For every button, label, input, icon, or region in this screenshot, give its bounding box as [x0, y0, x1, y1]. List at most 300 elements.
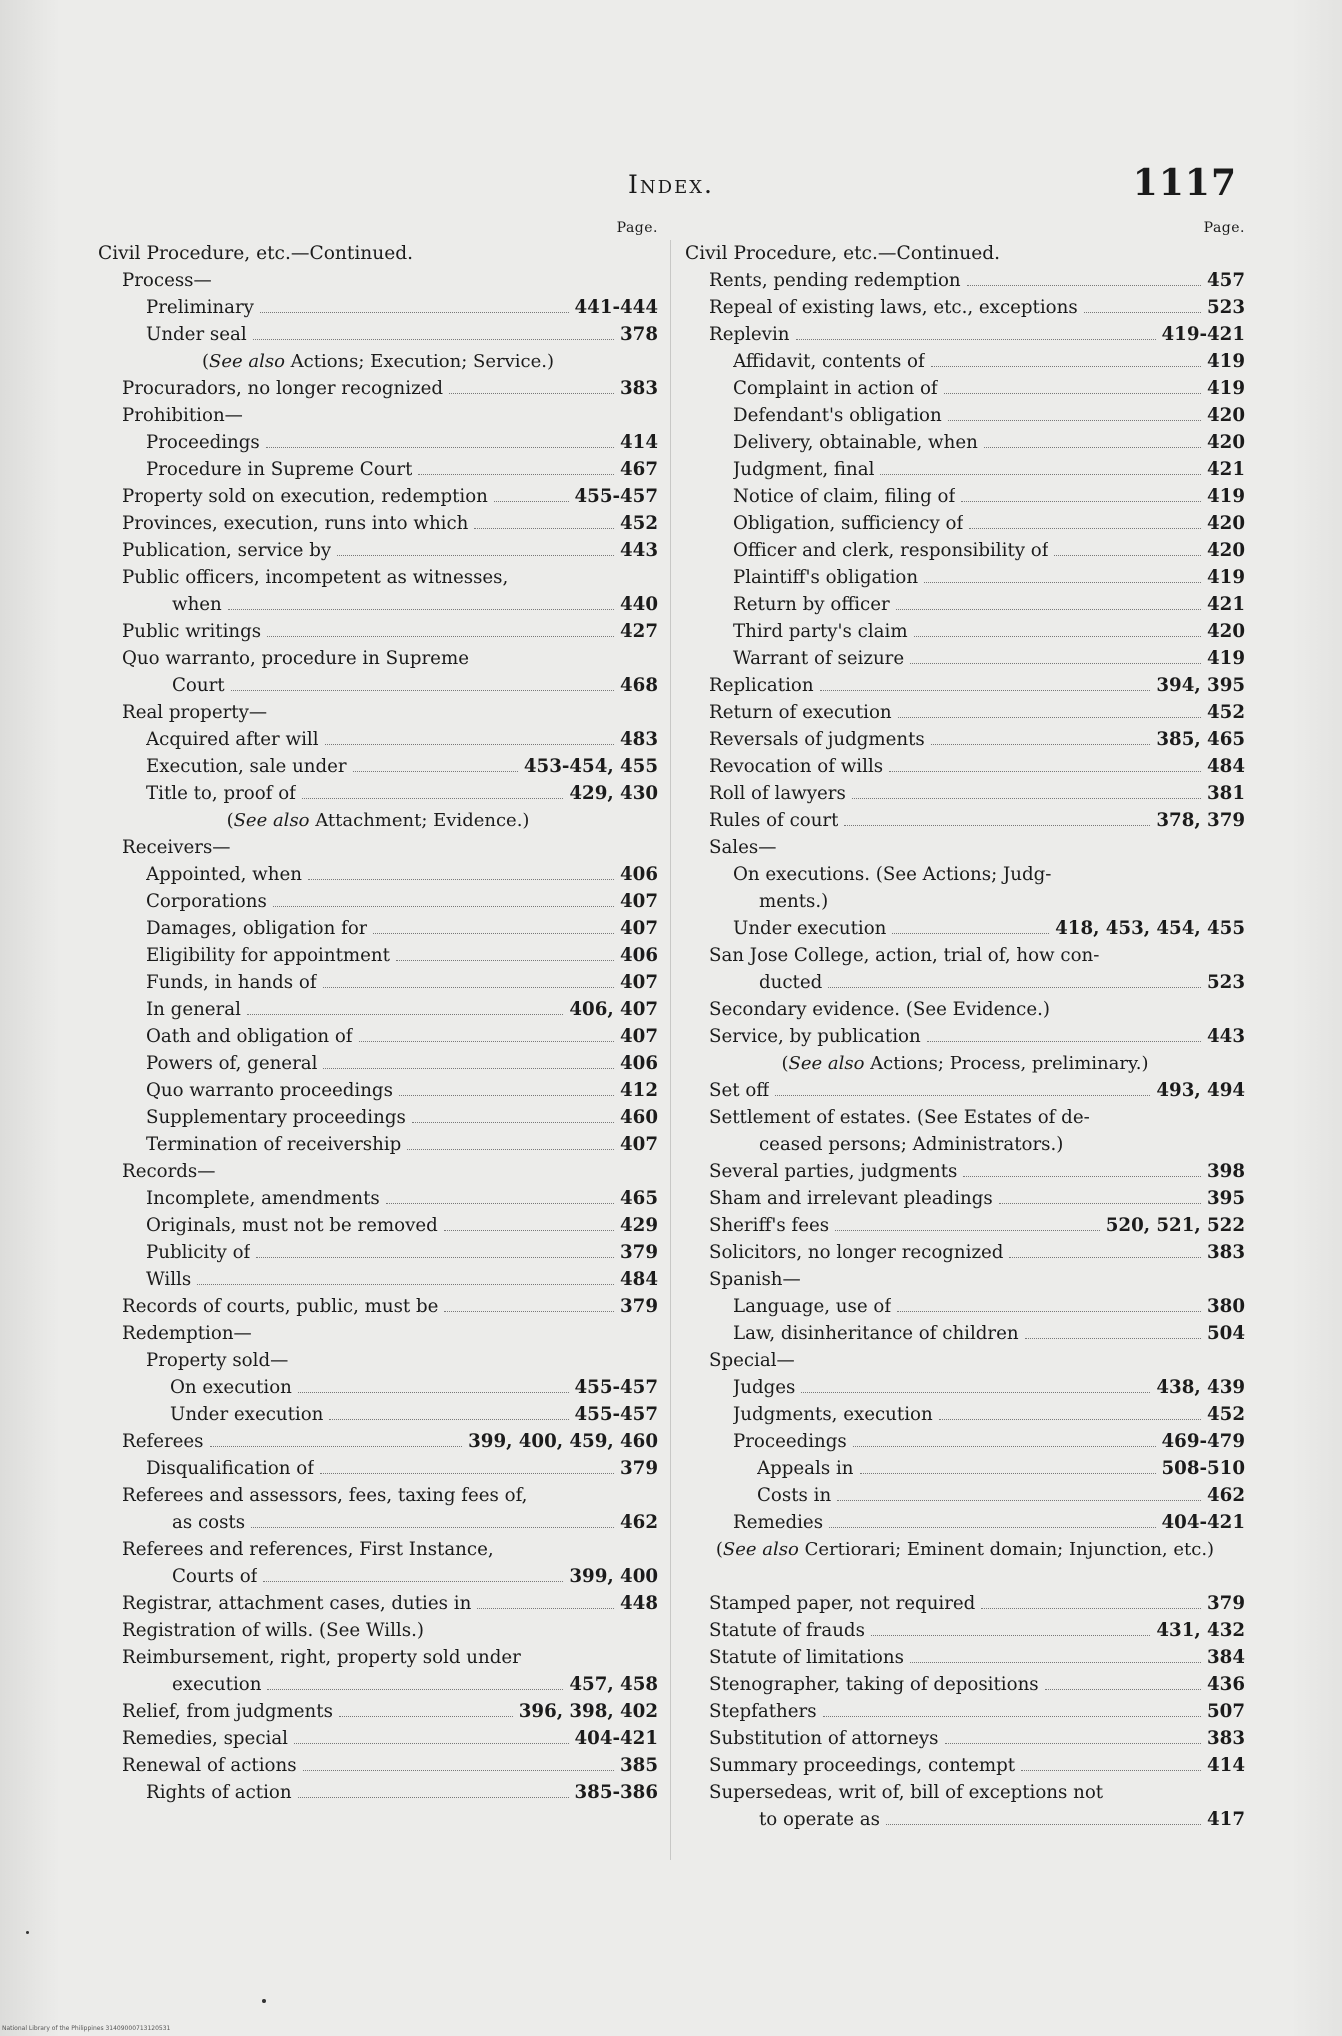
entry-text: Statute of limitations: [709, 1647, 904, 1668]
index-entry: [685, 726, 1245, 753]
dot-leader: [337, 555, 614, 556]
entry-text: Rents, pending redemption: [709, 270, 961, 291]
entry-text: Relief, from judgments: [122, 1701, 333, 1722]
index-entry: [685, 942, 1245, 969]
index-entry: [98, 888, 658, 915]
dot-leader: [247, 1014, 563, 1015]
entry-text: Execution, sale under: [146, 756, 347, 777]
index-entry: [685, 1482, 1245, 1509]
index-entry: [685, 1374, 1245, 1401]
entry-text: Rules of court: [709, 810, 839, 831]
page-reference: 385: [620, 1755, 658, 1776]
entry-text: Plaintiff's obligation: [733, 567, 919, 588]
index-entry: [685, 537, 1245, 564]
entry-text: Sheriff's fees: [709, 1215, 830, 1236]
entry-text: Corporations: [146, 891, 267, 912]
entry-text: Provinces, execution, runs into which: [122, 513, 469, 534]
index-entry: [98, 1266, 658, 1293]
page-reference: 448: [620, 1593, 658, 1614]
page-reference: 523: [1207, 297, 1245, 318]
index-entry: [685, 1239, 1245, 1266]
dot-leader: [1009, 1257, 1201, 1258]
index-entry: [98, 753, 658, 780]
paper-speck: [262, 1999, 266, 2003]
entry-text: execution: [172, 1674, 262, 1695]
index-entry: [685, 1347, 1245, 1374]
entry-text: Delivery, obtainable, when: [733, 432, 978, 453]
dot-leader: [323, 1068, 614, 1069]
index-entry: [685, 699, 1245, 726]
page-reference: 419-421: [1161, 324, 1245, 345]
dot-leader: [294, 1743, 569, 1744]
index-entry: [685, 1131, 1245, 1158]
entry-text: Prohibition—: [122, 405, 243, 426]
index-entry: [98, 483, 658, 510]
index-entry: [98, 321, 658, 348]
index-entry: [685, 753, 1245, 780]
dot-leader: [386, 1203, 614, 1204]
entry-text: Replevin: [709, 324, 790, 345]
entry-text: Return of execution: [709, 702, 892, 723]
page-reference: 406: [620, 945, 658, 966]
index-entry: [685, 1023, 1245, 1050]
index-entry: [98, 1536, 658, 1563]
entry-text: Warrant of seizure: [733, 648, 905, 669]
index-entry: [685, 429, 1245, 456]
dot-leader: [197, 1284, 614, 1285]
entry-text: On execution: [170, 1377, 292, 1398]
entry-text: Affidavit, contents of: [733, 351, 925, 372]
entry-text: San Jose College, action, trial of, how con-: [709, 945, 1100, 966]
dot-leader: [260, 312, 569, 313]
index-column-right: [685, 216, 1245, 1833]
index-entry: [98, 969, 658, 996]
page-number: 1117: [1132, 162, 1237, 204]
index-entry: [685, 1077, 1245, 1104]
dot-leader: [924, 582, 1201, 583]
index-entry: [685, 645, 1245, 672]
index-entry: [98, 1455, 658, 1482]
page-reference: 407: [620, 1134, 658, 1155]
entry-text: Public officers, incompetent as witnesses,: [122, 567, 509, 588]
dot-leader: [210, 1446, 463, 1447]
dot-leader: [407, 1149, 614, 1150]
entry-text: Judgments, execution: [733, 1404, 933, 1425]
index-entry: [685, 1671, 1245, 1698]
page-reference: 419: [1207, 567, 1245, 588]
entry-text: Roll of lawyers: [709, 783, 846, 804]
index-entry: [98, 1050, 658, 1077]
dot-leader: [251, 1527, 614, 1528]
index-entry: [98, 1239, 658, 1266]
index-entry: [685, 564, 1245, 591]
index-entry: [98, 1644, 658, 1671]
dot-leader: [449, 393, 614, 394]
entry-text: Language, use of: [733, 1296, 892, 1317]
index-entry: [685, 969, 1245, 996]
page-reference: 465: [620, 1188, 658, 1209]
page-reference: 385-386: [574, 1782, 658, 1803]
page-reference: 455-457: [574, 1404, 658, 1425]
page-reference: 420: [1207, 432, 1245, 453]
index-entry: [685, 1185, 1245, 1212]
index-entry: [98, 510, 658, 537]
page-reference: 462: [1207, 1485, 1245, 1506]
entry-text: Real property—: [122, 702, 268, 723]
page-reference: 378: [620, 324, 658, 345]
page-reference: 404-421: [574, 1728, 658, 1749]
entry-text: Appointed, when: [146, 864, 302, 885]
entry-text: Obligation, sufficiency of: [733, 513, 964, 534]
entry-text: Sham and irrelevant pleadings: [709, 1188, 993, 1209]
dot-leader: [931, 744, 1151, 745]
dot-leader: [844, 825, 1150, 826]
index-entry: [685, 1293, 1245, 1320]
entry-text: Damages, obligation for: [146, 918, 368, 939]
page-reference: 436: [1207, 1674, 1245, 1695]
index-entry: [685, 1104, 1245, 1131]
dot-leader: [298, 1797, 569, 1798]
entry-text: Incomplete, amendments: [146, 1188, 380, 1209]
dot-leader: [329, 1419, 568, 1420]
entry-text: Notice of claim, filing of: [733, 486, 956, 507]
entry-text: Procedure in Supreme Court: [146, 459, 413, 480]
dot-leader: [871, 1635, 1150, 1636]
entry-text: Defendant's obligation: [733, 405, 942, 426]
index-entry: [98, 1023, 658, 1050]
page-column-label: Page.: [616, 220, 658, 236]
dot-leader: [1084, 312, 1201, 313]
entry-text: Civil Procedure, etc.—Continued.: [685, 243, 1001, 264]
page-reference: 484: [620, 1269, 658, 1290]
index-entry: [98, 1428, 658, 1455]
entry-text: Costs in: [757, 1485, 832, 1506]
dot-leader: [828, 987, 1201, 988]
index-entry: [98, 456, 658, 483]
index-entry: [98, 1698, 658, 1725]
page-reference: 383: [1207, 1728, 1245, 1749]
index-entry: [685, 456, 1245, 483]
cross-reference-note: (See also Certiorari; Eminent domain; Injunction, etc.): [715, 1539, 1215, 1560]
index-entry: [685, 780, 1245, 807]
index-entry: [685, 1320, 1245, 1347]
index-column-left: [98, 216, 658, 1806]
entry-text: Property sold on execution, redemption: [122, 486, 488, 507]
dot-leader: [984, 447, 1201, 448]
dot-leader: [267, 1689, 563, 1690]
entry-text: Substitution of attorneys: [709, 1728, 939, 1749]
dot-leader: [914, 636, 1201, 637]
entry-text: Special—: [709, 1350, 795, 1371]
index-entry: [685, 1698, 1245, 1725]
dot-leader: [999, 1203, 1201, 1204]
index-entry: [685, 807, 1245, 834]
dot-leader: [892, 933, 1049, 934]
entry-text: Wills: [146, 1269, 192, 1290]
entry-text: Referees: [122, 1431, 204, 1452]
entry-text: Third party's claim: [733, 621, 908, 642]
index-entry: [98, 1212, 658, 1239]
index-entry: [98, 429, 658, 456]
entry-text: Return by officer: [733, 594, 890, 615]
page-reference: 520, 521, 522: [1105, 1215, 1245, 1236]
page-reference: 394, 395: [1156, 675, 1245, 696]
entry-text: Several parties, judgments: [709, 1161, 958, 1182]
dot-leader: [1025, 1338, 1201, 1339]
dot-leader: [910, 1662, 1201, 1663]
paper-speck: [26, 1931, 29, 1934]
index-entry: [685, 483, 1245, 510]
index-entry: [98, 375, 658, 402]
page-reference: 452: [620, 513, 658, 534]
dot-leader: [801, 1392, 1150, 1393]
index-entry: [685, 294, 1245, 321]
index-entry: [98, 267, 658, 294]
index-entry: [685, 1428, 1245, 1455]
entry-text: Redemption—: [122, 1323, 252, 1344]
entry-text: Secondary evidence. (See Evidence.): [709, 999, 1050, 1020]
index-entry: [685, 240, 1245, 267]
page-reference: 379: [620, 1458, 658, 1479]
index-entry: [685, 1509, 1245, 1536]
dot-leader: [939, 1419, 1201, 1420]
dot-leader: [829, 1527, 1155, 1528]
dot-leader: [837, 1500, 1201, 1501]
index-entry: [685, 1779, 1245, 1806]
dot-leader: [981, 1608, 1201, 1609]
page-reference: 414: [1207, 1755, 1245, 1776]
page-reference: 421: [1207, 594, 1245, 615]
entry-text: Solicitors, no longer recognized: [709, 1242, 1004, 1263]
index-entry: [685, 348, 1245, 375]
dot-leader: [896, 609, 1201, 610]
entry-text: Rights of action: [146, 1782, 292, 1803]
page-reference: 380: [1207, 1296, 1245, 1317]
page-reference: 462: [620, 1512, 658, 1533]
dot-leader: [339, 1716, 513, 1717]
index-entry: [685, 1158, 1245, 1185]
entry-text: Registration of wills. (See Wills.): [122, 1620, 424, 1641]
page-reference: 523: [1207, 972, 1245, 993]
page-reference: 431, 432: [1156, 1620, 1245, 1641]
page-column-label: Page.: [1203, 220, 1245, 236]
index-entry: [685, 672, 1245, 699]
page-reference: 404-421: [1161, 1512, 1245, 1533]
index-entry: [98, 1563, 658, 1590]
entry-text: Referees and references, First Instance,: [122, 1539, 494, 1560]
index-entry: [685, 618, 1245, 645]
index-entry: [685, 1212, 1245, 1239]
cross-reference-note: (See also Actions; Process, preliminary.): [781, 1053, 1149, 1074]
dot-leader: [852, 798, 1201, 799]
dot-leader: [835, 1230, 1100, 1231]
page-reference: 379: [1207, 1593, 1245, 1614]
page-reference: 379: [620, 1242, 658, 1263]
page-reference: 440: [620, 594, 658, 615]
dot-leader: [412, 1122, 614, 1123]
page-reference: 399, 400, 459, 460: [468, 1431, 658, 1452]
index-entry: [98, 294, 658, 321]
index-entries-left: [98, 240, 658, 1806]
entry-text: Process—: [122, 270, 212, 291]
dot-leader: [931, 366, 1201, 367]
dot-leader: [399, 1095, 614, 1096]
dot-leader: [1054, 555, 1201, 556]
entry-text: Stenographer, taking of depositions: [709, 1674, 1039, 1695]
see-also-label: See also: [209, 351, 285, 372]
index-entry: [98, 537, 658, 564]
page-reference: 420: [1207, 621, 1245, 642]
index-entry: [685, 510, 1245, 537]
entry-text: Sales—: [709, 837, 777, 858]
cross-reference-text: Actions; Execution; Service.): [284, 351, 554, 372]
entry-text: Records of courts, public, must be: [122, 1296, 439, 1317]
page-reference: 443: [1207, 1026, 1245, 1047]
index-entry: [98, 780, 658, 807]
page-reference: 443: [620, 540, 658, 561]
entry-text: Spanish—: [709, 1269, 801, 1290]
page-reference: 467: [620, 459, 658, 480]
dot-leader: [823, 1716, 1201, 1717]
entry-text: Law, disinheritance of children: [733, 1323, 1019, 1344]
entry-text: Publication, service by: [122, 540, 332, 561]
entry-text: ments.): [759, 891, 829, 912]
entry-text: Stamped paper, not required: [709, 1593, 976, 1614]
dot-leader: [969, 528, 1201, 529]
index-entry: [98, 1293, 658, 1320]
dot-leader: [775, 1095, 1150, 1096]
entry-text: Property sold—: [146, 1350, 289, 1371]
dot-leader: [889, 771, 1201, 772]
page-reference: 419: [1207, 648, 1245, 669]
index-entry: [98, 1347, 658, 1374]
page-reference: 420: [1207, 540, 1245, 561]
entry-text: Reimbursement, right, property sold under: [122, 1647, 521, 1668]
dot-leader: [302, 798, 564, 799]
dot-leader: [796, 339, 1156, 340]
index-entry: [98, 942, 658, 969]
page-reference: 384: [1207, 1647, 1245, 1668]
dot-leader: [444, 1230, 614, 1231]
page-reference: 407: [620, 972, 658, 993]
entry-text: Civil Procedure, etc.—Continued.: [98, 243, 414, 264]
entry-text: Receivers—: [122, 837, 231, 858]
index-entry: [98, 1077, 658, 1104]
index-entry: [98, 645, 658, 672]
entry-text: Repeal of existing laws, etc., exceptions: [709, 297, 1078, 318]
dot-leader: [927, 1041, 1201, 1042]
page-reference: 407: [620, 891, 658, 912]
index-entry: [98, 726, 658, 753]
page-reference: 414: [620, 432, 658, 453]
see-also-label: See also: [233, 810, 310, 831]
entry-text: Funds, in hands of: [146, 972, 317, 993]
page-reference: 383: [620, 378, 658, 399]
entry-text: Stepfathers: [709, 1701, 817, 1722]
index-entry: [685, 996, 1245, 1023]
index-entry: [98, 402, 658, 429]
dot-leader: [273, 906, 614, 907]
index-entry: [98, 1779, 658, 1806]
page-reference: 406, 407: [569, 999, 658, 1020]
index-entry: [685, 1644, 1245, 1671]
dot-leader: [853, 1446, 1156, 1447]
page-reference: 483: [620, 729, 658, 750]
entry-text: Acquired after will: [146, 729, 319, 750]
index-entry: [98, 1590, 658, 1617]
entry-text: Quo warranto, procedure in Supreme: [122, 648, 469, 669]
entry-text: ducted: [759, 972, 823, 993]
entry-text: Officer and clerk, responsibility of: [733, 540, 1049, 561]
page-reference: 417: [1207, 1809, 1245, 1830]
entry-text: Disqualification of: [146, 1458, 314, 1479]
page-reference: 493, 494: [1156, 1080, 1245, 1101]
index-entry: [685, 402, 1245, 429]
dot-leader: [359, 1041, 615, 1042]
running-title: Index.: [628, 170, 714, 199]
entry-text: Termination of receivership: [146, 1134, 402, 1155]
index-entry: [685, 1617, 1245, 1644]
entry-text: Statute of frauds: [709, 1620, 865, 1641]
index-entry: [98, 861, 658, 888]
page-reference: 406: [620, 1053, 658, 1074]
index-entry: [685, 1590, 1245, 1617]
page-reference: 438, 439: [1156, 1377, 1245, 1398]
page-reference: 395: [1207, 1188, 1245, 1209]
dot-leader: [961, 501, 1201, 502]
page-reference: 427: [620, 621, 658, 642]
page-reference: 420: [1207, 405, 1245, 426]
cross-reference-text: Attachment; Evidence.): [309, 810, 530, 831]
page-reference: 418, 453, 454, 455: [1055, 918, 1245, 939]
page-reference: 469-479: [1161, 1431, 1245, 1452]
index-entry: [685, 591, 1245, 618]
index-entry: [98, 699, 658, 726]
page-reference: 455-457: [574, 1377, 658, 1398]
index-entry: [98, 1158, 658, 1185]
index-entry: [98, 672, 658, 699]
dot-leader: [253, 339, 614, 340]
entry-text: Originals, must not be removed: [146, 1215, 438, 1236]
dot-leader: [898, 717, 1201, 718]
page-reference: 453-454, 455: [523, 756, 658, 777]
index-entry: [685, 861, 1245, 888]
page-reference: 419: [1207, 486, 1245, 507]
page-reference: 452: [1207, 1404, 1245, 1425]
entry-text: as costs: [172, 1512, 246, 1533]
dot-leader: [886, 1824, 1201, 1825]
page-reference: 379: [620, 1296, 658, 1317]
dot-leader: [910, 663, 1201, 664]
dot-leader: [267, 636, 614, 637]
entry-text: Remedies, special: [122, 1728, 288, 1749]
dot-leader: [945, 1743, 1202, 1744]
entry-text: Set off: [709, 1080, 770, 1101]
entry-text: Referees and assessors, fees, taxing fees of,: [122, 1485, 528, 1506]
page-reference: 407: [620, 918, 658, 939]
entry-text: Public writings: [122, 621, 262, 642]
index-entry: [98, 1752, 658, 1779]
dot-leader: [308, 879, 614, 880]
index-entry: [98, 1725, 658, 1752]
page-reference: 406: [620, 864, 658, 885]
dot-leader: [1045, 1689, 1201, 1690]
entry-text: Under execution: [733, 918, 887, 939]
index-entry: [98, 1104, 658, 1131]
dot-leader: [1021, 1770, 1201, 1771]
page-reference: 381: [1207, 783, 1245, 804]
entry-text: ceased persons; Administrators.): [759, 1134, 1064, 1155]
